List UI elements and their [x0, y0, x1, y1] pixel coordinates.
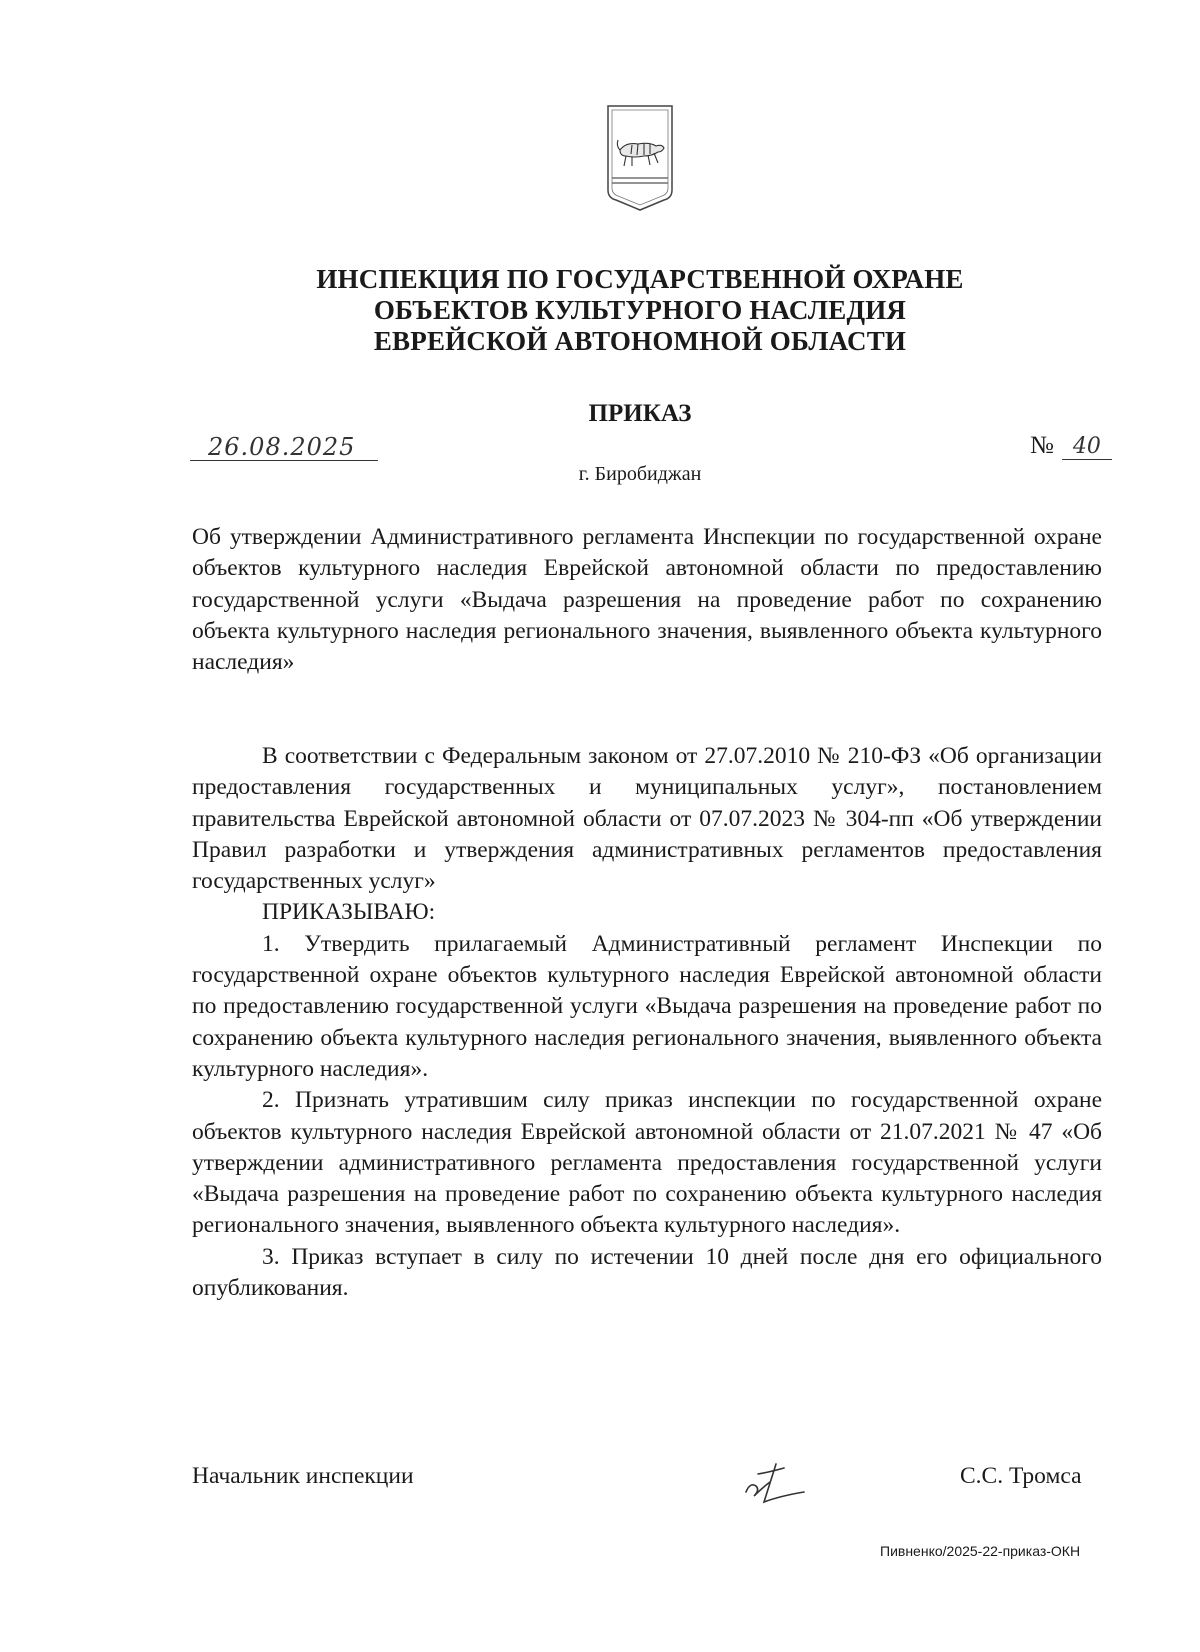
- order-item: 2. Признать утратившим силу приказ инспекции по государственной охране объектов культурного наследия Еврейской автономной области от 21.07.2021 № 47 «Об утверждении административного регламента предоставления государственной услуги «Выдача разрешения на проведение работ по сохранению объекта культурного наследия регионального значения, выявленного объекта культурного наследия».: [192, 1087, 1102, 1239]
- order-item: 1. Утвердить прилагаемый Административный регламент Инспекции по государственной охране объектов культурного наследия Еврейской автономной области по предоставлению государственной услуги «Выдача разрешения на проведение работ по сохранению объекта культурного наследия регионального значения, выявленного объекта культурного наследия».: [192, 930, 1102, 1082]
- org-title-line: ИНСПЕКЦИЯ ПО ГОСУДАРСТВЕННОЙ ОХРАНЕ: [316, 264, 964, 294]
- handwritten-date: 26.08.2025: [190, 434, 378, 461]
- coat-of-arms-icon: [604, 102, 676, 214]
- preamble-paragraph: В соответствии с Федеральным законом от 27.07.2010 № 210-ФЗ «Об организации предоставления государственных и муниципальных услуг», постановлением правительства Еврейской автономной области от 07.07.2023 № 304-пп «Об утверждении Правил разработки и утверждения административных регламентов предоставления государственных услуг»: [192, 743, 1102, 895]
- order-item: 3. Приказ вступает в силу по истечении 10 дней после дня его официального опубликования.: [192, 1243, 1102, 1302]
- city-line: г. Биробиджан: [578, 463, 702, 485]
- document-type: ПРИКАЗ: [588, 400, 692, 427]
- handwritten-number: 40: [1062, 434, 1112, 460]
- order-subject: Об утверждении Административного регламента Инспекции по государственной охране объектов культурного наследия Еврейской автономной области по предоставлению государственной услуги «Выдача разрешения на проведение работ по сохранению объекта культурного наследия регионального значения, выявленного объекта культурного наследия»: [192, 524, 1102, 676]
- signer-name: С.С. Тромса: [960, 1463, 1082, 1489]
- handwritten-signature: [740, 1452, 820, 1512]
- org-title-line: ЕВРЕЙСКОЙ АВТОНОМНОЙ ОБЛАСТИ: [373, 326, 907, 356]
- executor-reference: Пивненко/2025-22-приказ-ОКН: [880, 1543, 1081, 1559]
- organization-title: [200, 264, 1080, 357]
- document-number: [1030, 432, 1112, 460]
- order-body: [192, 741, 1102, 1304]
- org-title-line: ОБЪЕКТОВ КУЛЬТУРНОГО НАСЛЕДИЯ: [373, 295, 907, 325]
- signer-position: Начальник инспекции: [192, 1463, 414, 1489]
- order-word: ПРИКАЗЫВАЮ:: [262, 899, 436, 926]
- number-sign: №: [1030, 432, 1054, 459]
